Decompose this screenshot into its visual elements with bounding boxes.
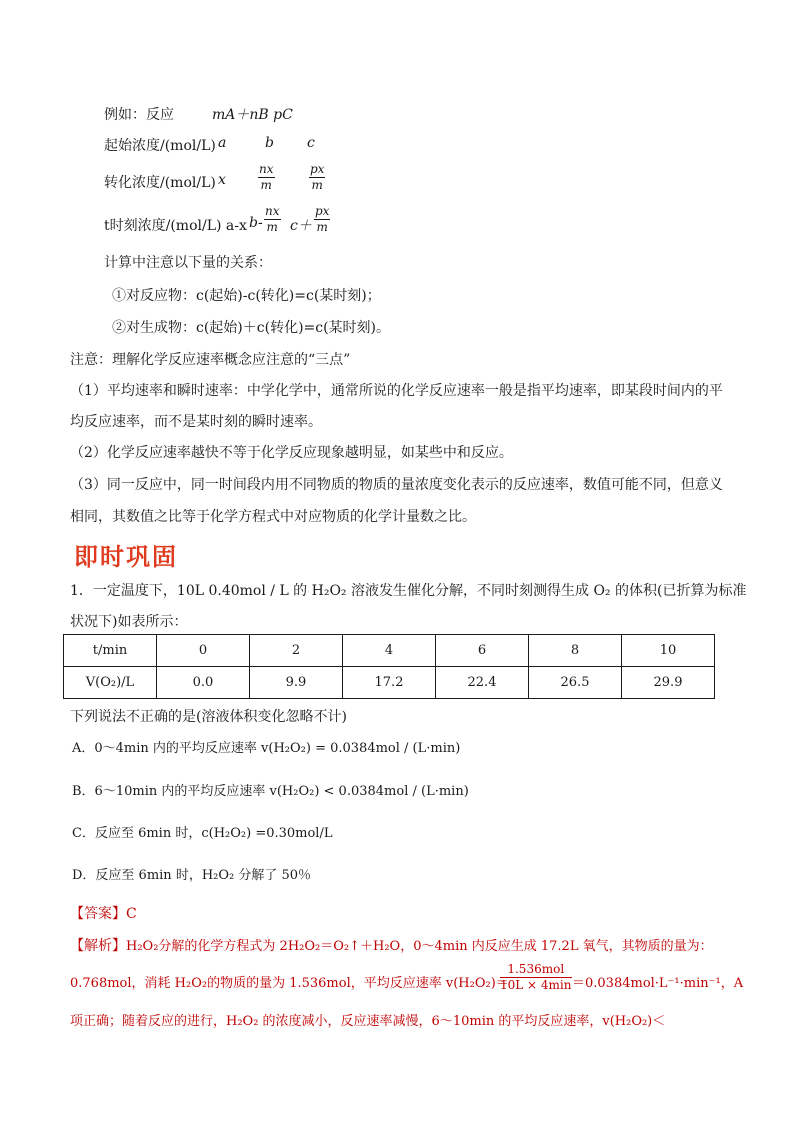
converted-b-fraction: $\frac{nx}{m}$ xyxy=(259,162,274,192)
product-relation: ②对生成物：c(起始)＋c(转化)=c(某时刻)。 xyxy=(112,320,391,336)
initial-b: b xyxy=(265,135,274,151)
answer-label: 【答案】C xyxy=(70,906,137,922)
t-b-prefix: b- xyxy=(249,215,263,231)
t-b-fraction: $\frac{nx}{m}$ xyxy=(265,204,280,234)
table-row xyxy=(64,667,715,699)
t-c-fraction: $\frac{px}{m}$ xyxy=(315,204,330,234)
question-line2: 状况下)如表所示： xyxy=(70,614,188,630)
table-cell: 22.4 xyxy=(436,667,529,699)
converted-a: x xyxy=(218,172,226,188)
converted-conc-label: 转化浓度/(mol/L) xyxy=(104,175,216,191)
initial-a: a xyxy=(218,135,227,151)
t-conc-label: t时刻浓度/(mol/L) a-x xyxy=(104,218,247,234)
table-cell: t/min xyxy=(64,635,157,667)
table-cell: 0 xyxy=(157,635,250,667)
table-cell: 8 xyxy=(529,635,622,667)
option-c: C．反应至 6min 时，c(H₂O₂) =0.30mol/L xyxy=(72,826,333,841)
table-cell: 2 xyxy=(250,635,343,667)
notice-heading: 注意：理解化学反应速率概念应注意的“三点” xyxy=(70,352,351,368)
data-table xyxy=(63,634,715,699)
option-a: A．0～4min 内的平均反应速率 v(H₂O₂) = 0.0384mol / (L·min) xyxy=(72,741,461,756)
table-cell: 10 xyxy=(622,635,715,667)
table-cell: V(O₂)/L xyxy=(64,667,157,699)
calc-note: 计算中注意以下量的关系： xyxy=(104,255,272,271)
table-cell: 17.2 xyxy=(343,667,436,699)
point-1-line1: （1）平均速率和瞬时速率：中学化学中，通常所说的化学反应速率一般是指平均速率，即某段时间内的平 xyxy=(70,383,723,399)
rate-fraction: 1.536mol 10L × 4min xyxy=(500,962,572,992)
analysis-line2: 0.768mol，消耗 H₂O₂的物质的量为 1.536mol，平均反应速率 v(H₂O₂)＝ xyxy=(70,976,509,991)
analysis-line3: 项正确；随着反应的进行，H₂O₂ 的浓度减小，反应速率减慢，6～10min 的平均反应速率，v(H₂O₂)＜ xyxy=(70,1014,666,1029)
t-c-prefix: c＋ xyxy=(290,218,312,234)
point-3-line2: 相同，其数值之比等于化学方程式中对应物质的化学计量数之比。 xyxy=(70,509,476,525)
converted-c-fraction: $\frac{px}{m}$ xyxy=(310,162,325,192)
initial-conc-label: 起始浓度/(mol/L) xyxy=(104,138,216,154)
example-reaction: mA＋nB pC xyxy=(212,107,293,123)
analysis-line1: H₂O₂分解的化学方程式为 2H₂O₂＝O₂↑＋H₂O，0～4min 内反应生成 17.2L 氧气，其物质的量为： xyxy=(126,939,713,954)
analysis-label: 【解析】 xyxy=(70,938,126,954)
table-cell: 29.9 xyxy=(622,667,715,699)
analysis-line2-result: ＝0.0384mol·L⁻¹·min⁻¹，A xyxy=(572,976,744,991)
point-1-line2: 均反应速率，而不是某时刻的瞬时速率。 xyxy=(70,414,322,430)
question-prompt: 下列说法不正确的是(溶液体积变化忽略不计) xyxy=(70,709,347,725)
table-row xyxy=(64,635,715,667)
option-d: D．反应至 6min 时，H₂O₂ 分解了 50％ xyxy=(72,868,312,883)
section-banner: 即时巩固 xyxy=(74,543,178,571)
table-cell: 26.5 xyxy=(529,667,622,699)
point-2: （2）化学反应速率越快不等于化学反应现象越明显，如某些中和反应。 xyxy=(70,445,513,461)
table-cell: 0.0 xyxy=(157,667,250,699)
table-cell: 9.9 xyxy=(250,667,343,699)
table-cell: 4 xyxy=(343,635,436,667)
option-b: B．6～10min 内的平均反应速率 v(H₂O₂) < 0.0384mol / (L·min) xyxy=(72,784,469,799)
point-3-line1: （3）同一反应中，同一时间段内用不同物质的物质的量浓度变化表示的反应速率，数值可能不同，但意义 xyxy=(70,477,723,493)
reactant-relation: ①对反应物：c(起始)-c(转化)=c(某时刻)； xyxy=(112,288,381,304)
question-line1: 1．一定温度下，10L 0.40mol / L 的 H₂O₂ 溶液发生催化分解，不同时刻测得生成 O₂ 的体积(已折算为标准 xyxy=(70,583,747,599)
table-cell: 6 xyxy=(436,635,529,667)
example-intro: 例如：反应 xyxy=(104,107,174,123)
initial-c: c xyxy=(307,135,315,151)
